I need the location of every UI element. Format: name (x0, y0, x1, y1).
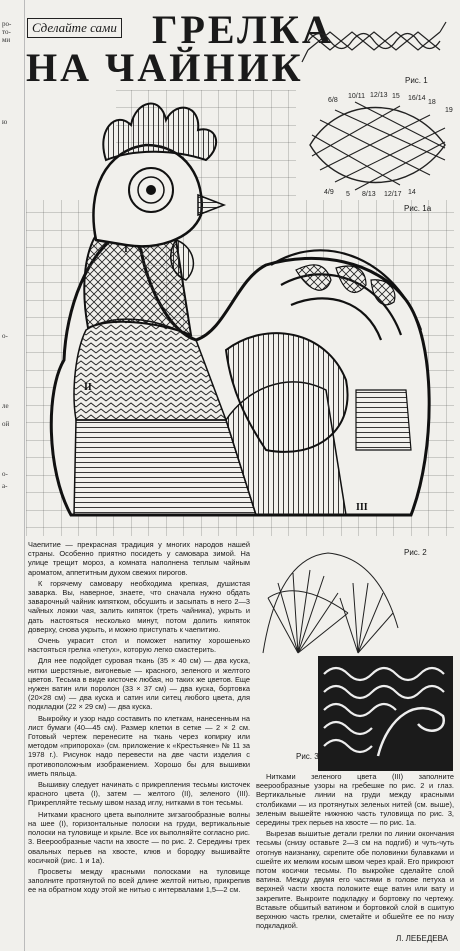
article-paragraph: Вырезав вышитые детали грелки по линии окончания тесьмы (снизу оставьте 2—3 см на подгиб) и чуть-чуть отогнув наизнанку, скрепите обе половинки булавками и сшейте их мелким косым швом через край. Его прикроют потом косички тесьмы. По выкройке сделайте слой ватина. Между двумя его частями в голове петуха и верхней части хвоста положите еще ватин или вату и закрепите. Выкроите подкладку и бортовку по чертежу. Вставьте обшитый ватином и бортовкой слой в сшитую верхнюю часть грелки, сметайте и обшейте ее по низу подкладкой. (256, 829, 454, 931)
margin-fragment: ю (2, 118, 8, 126)
fig1a-number: 15 (392, 93, 400, 100)
page-title-line1: ГРЕЛКА (152, 7, 334, 52)
figure-1-stitch-diagram (300, 14, 450, 74)
rubric-label: Сделайте сами (27, 18, 122, 38)
article-column-right (256, 772, 454, 932)
fig1a-number: 5 (346, 191, 350, 198)
figure-3-caption: Рис. 3 (296, 752, 319, 761)
pattern-mark-i: I (124, 244, 128, 255)
article-paragraph: Выкройку и узор надо составить по клеткам, нанесенным на лист бумаги (40—45 см). Размер клетки в сетке — 2 × 2 см. Готовый чертеж перенесите на ткань через копирку или методом «припороха» (см. приложение к «Крестьянке» № 11 за 1978 г.). Рисунок надо перевести на две части изделия с противоположным изображением. Хорошо бы для вышивки иметь пяльца. (28, 713, 250, 778)
fig1a-number: 12/17 (384, 191, 402, 198)
page-title-line2: НА ЧАЙНИК (26, 45, 304, 90)
article-paragraph: Очень украсит стол и поможет напитку хорошенько настояться грелка «петух», которую легко смастерить. (28, 636, 250, 655)
figure-2-caption: Рис. 2 (404, 548, 427, 557)
article-paragraph: Просветы между красными полосками на туловище заполните протянутой по всей длине желтой нитью, прикрепив ее на обратном ходу этой же нитью с интервалами 1,5—2 см. (28, 866, 250, 895)
fig1a-number: 18 (428, 99, 436, 106)
article-paragraph: Нитками зеленого цвета (III) заполните веерообразные узоры на гребешке по рис. 2 и глаз. Вертикальные линии на груди между красными столбиками — из протянутых зеленых нитей (см. выше), зеленым вышейте нижнюю часть туловища по рис. 3, середины трех перьев на хвосте — по рис. 1а. (256, 772, 454, 828)
article-paragraph: Нитками красного цвета выполните зигзагообразные волны на шее (I), горизонтальные полоски на груди, вертикальные полоски на туловище и крыле. Все их выполняйте согласно рис. 3. Веерообразные части на хвосте — по рис. 2. Середины трех овальных перьев на хвосте, клюв и бородку вышивайте косичкой (рис. 1 и 1а). (28, 809, 250, 865)
article-paragraph: Для нее подойдет суровая ткань (35 × 40 см) — два куска, нитки шерстяные, вигоневые — красного, зеленого и желтого цветов. Тесьма в виде кисточек любая, но таких же цветов. Еще нужен ватин или поролон (33 × 37 см) — два куска, бортовка (20×28 см) — два куска и сатин или ситец любого цвета, для подкладки (22 × 29 см) — два куска. (28, 656, 250, 712)
article-paragraph: Вышивку следует начинать с прикрепления тесьмы кисточек красного цвета (I), затем — желтого (II), зеленого (III). Прикрепляйте тесьму швом назад иглу, нитками в тон тесьмы. (28, 780, 250, 808)
margin-fragment: ро- (2, 20, 12, 28)
rooster-pattern-grid (26, 90, 454, 536)
author-signature: Л. ЛЕБЕДЕВА (395, 934, 448, 943)
figure-2-fan-diagram (258, 538, 403, 656)
fig1a-number: 19 (445, 107, 453, 114)
margin-fragment: о- (2, 470, 8, 478)
fig1a-number: 8/13 (362, 191, 376, 198)
margin-fragment: ми (2, 36, 11, 44)
fig1a-number: 4/9 (324, 189, 334, 196)
fig1a-number: 10/11 (348, 93, 365, 100)
figure-1-caption: Рис. 1 (405, 76, 428, 85)
fig1a-number: 14 (408, 189, 416, 196)
fig1a-number: 12/13 (370, 92, 388, 99)
margin-fragment: ле (2, 402, 9, 410)
article-column-left (28, 540, 250, 935)
margin-fragment: ой (2, 420, 10, 428)
figure-3-stitch-panel (318, 656, 453, 771)
fig1a-number: 16/14 (408, 95, 426, 102)
cut-column-fragments (0, 0, 25, 951)
margin-fragment: а- (2, 482, 8, 490)
article-paragraph: К горячему самовару необходима крепкая, душистая заварка. Вы, наверное, знаете, что сначала нужно обдать заварочный чайник кипятком, обсушить и засыпать в него 2—3 чайных ложки чая, залить кипяток (треть чайника), укрыть и дать настояться несколько минут, потом долить кипяток доверху, снова укрыть, и можно приступать к чаепитию. (28, 578, 250, 634)
pattern-mark-iii: III (356, 502, 368, 513)
fig1a-number: 6/8 (328, 97, 338, 104)
pattern-mark-ii: II (84, 382, 92, 393)
margin-fragment: о- (2, 332, 8, 340)
article-paragraph: Чаепитие — прекрасная традиция у многих народов нашей страны. Особенно приятно посидеть у самовара зимой. На улице трещит мороз, а комната наполнена теплым чайным ароматом, аппетитным духом свежих пирогов. (28, 540, 250, 577)
margin-fragment: то- (2, 28, 11, 36)
